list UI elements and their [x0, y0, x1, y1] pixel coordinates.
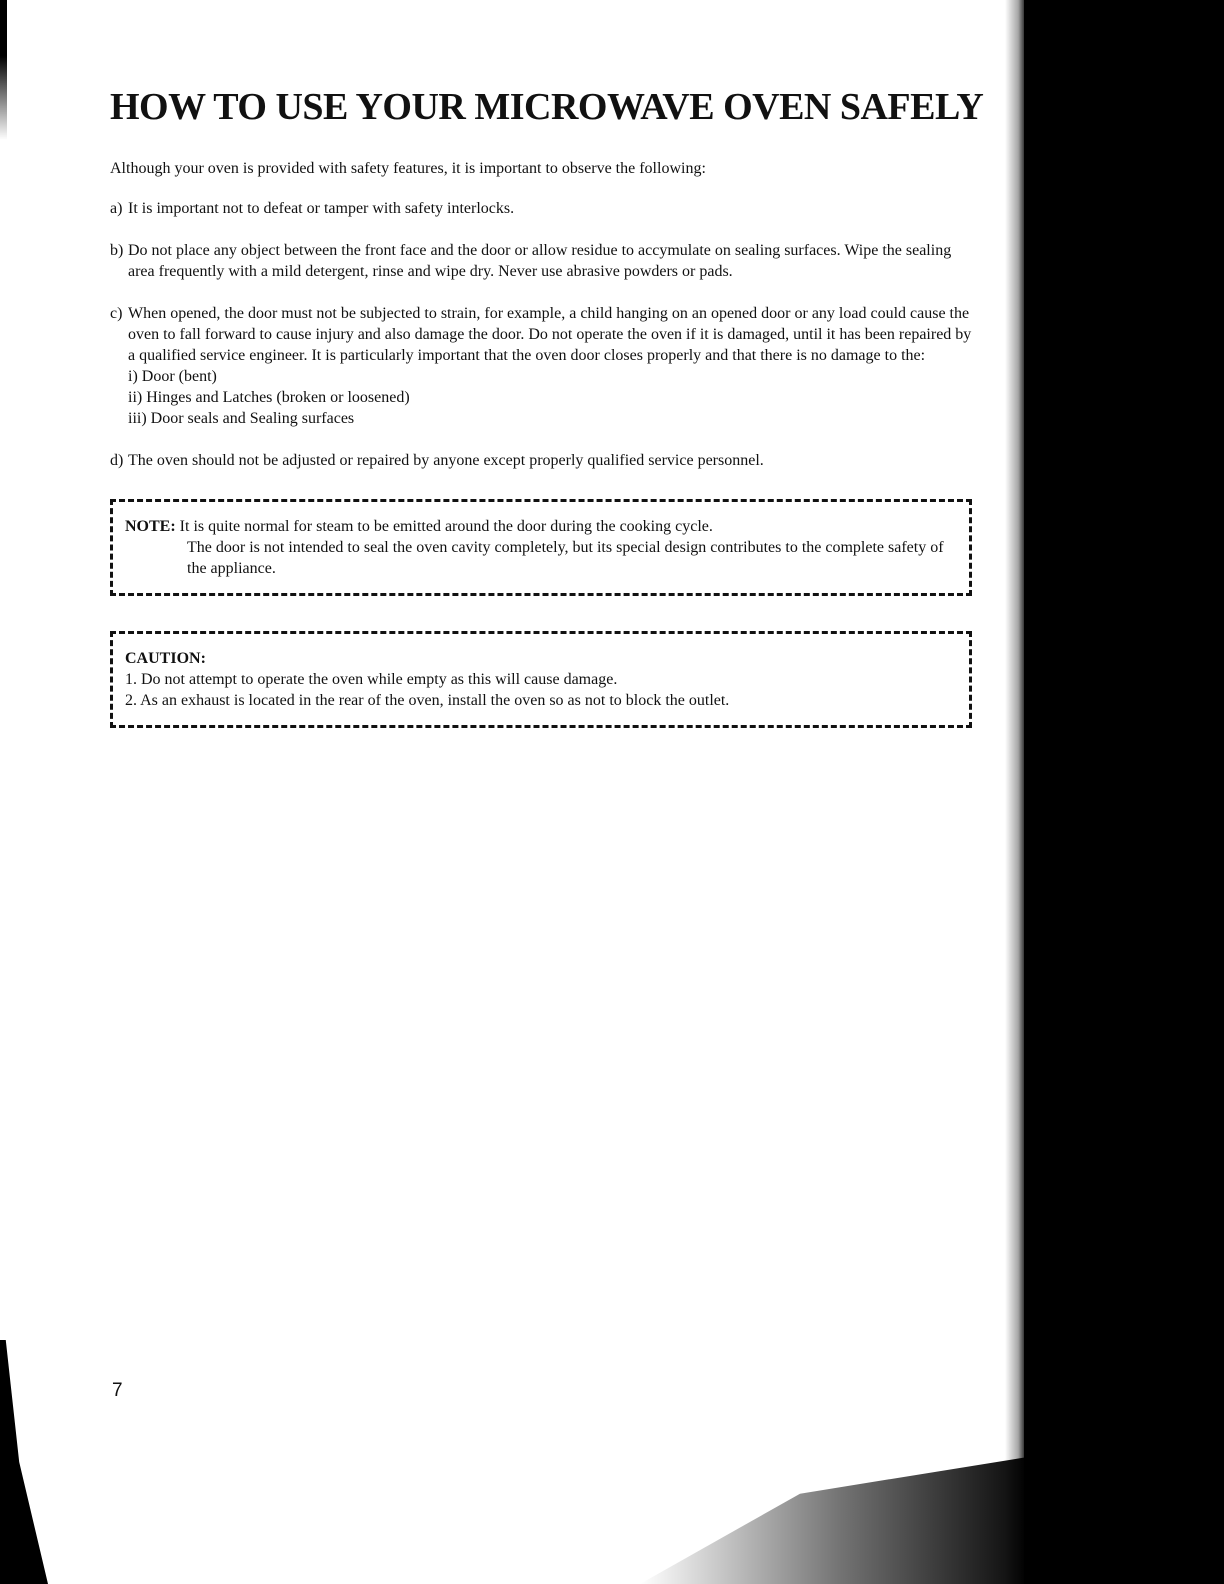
damage-checklist: [128, 366, 976, 429]
item-text: It is important not to defeat or tamper with safety interlocks.: [128, 200, 515, 217]
scan-edge-right: [1024, 0, 1224, 1584]
item-text: When opened, the door must not be subjected to strain, for example, a child hanging on an opened door or any load could cause the oven to fall forward to cause injury and also damage the door. Do not operate the oven if it is damaged, until it has been repaired by a qualified service engineer. It is particularly important that the oven door closes properly and that there is no damage to the:: [128, 305, 972, 364]
checklist-item: ii) Hinges and Latches (broken or loosened): [128, 389, 410, 406]
page-title: HOW TO USE YOUR MICROWAVE OVEN SAFELY: [110, 86, 984, 128]
item-marker: a): [110, 200, 123, 217]
caution-title: CAUTION:: [125, 650, 206, 667]
item-text: Do not place any object between the front face and the door or allow residue to accymulate on sealing surfaces. Wipe the sealing area frequently with a mild detergent, rinse and wipe dry. Never use abrasive powders or pads.: [128, 242, 952, 280]
note-label: NOTE:: [125, 518, 176, 535]
item-marker: b): [110, 242, 124, 259]
caution-box: [110, 631, 972, 728]
note-first-line: [125, 516, 955, 537]
item-marker: d): [110, 452, 124, 469]
scan-shadow-bottom: [640, 1455, 1040, 1584]
caution-item: 1. Do not attempt to operate the oven while empty as this will cause damage.: [125, 671, 618, 688]
safety-item-d: [110, 450, 976, 471]
safety-item-b: [110, 240, 976, 282]
item-text: The oven should not be adjusted or repaired by anyone except properly qualified service personnel.: [128, 452, 764, 469]
checklist-item: i) Door (bent): [128, 368, 217, 385]
intro-text: Although your oven is provided with safety features, it is important to observe the following:: [110, 160, 706, 177]
safety-item-a: [110, 198, 976, 219]
scan-edge-left-bottom: [0, 1340, 48, 1584]
caution-item: 2. As an exhaust is located in the rear of the oven, install the oven so as not to block the outlet.: [125, 692, 730, 709]
note-line1: It is quite normal for steam to be emitted around the door during the cooking cycle.: [179, 518, 713, 535]
checklist-item: iii) Door seals and Sealing surfaces: [128, 410, 355, 427]
manual-page: [110, 84, 984, 728]
note-box: [110, 499, 972, 596]
note-line2: The door is not intended to seal the oven cavity completely, but its special design contributes to the complete safety of the appliance.: [187, 539, 944, 577]
safety-item-c: [110, 303, 976, 429]
page-number: 7: [112, 1380, 123, 1401]
item-marker: c): [110, 305, 123, 322]
scan-edge-left-top: [0, 0, 7, 140]
